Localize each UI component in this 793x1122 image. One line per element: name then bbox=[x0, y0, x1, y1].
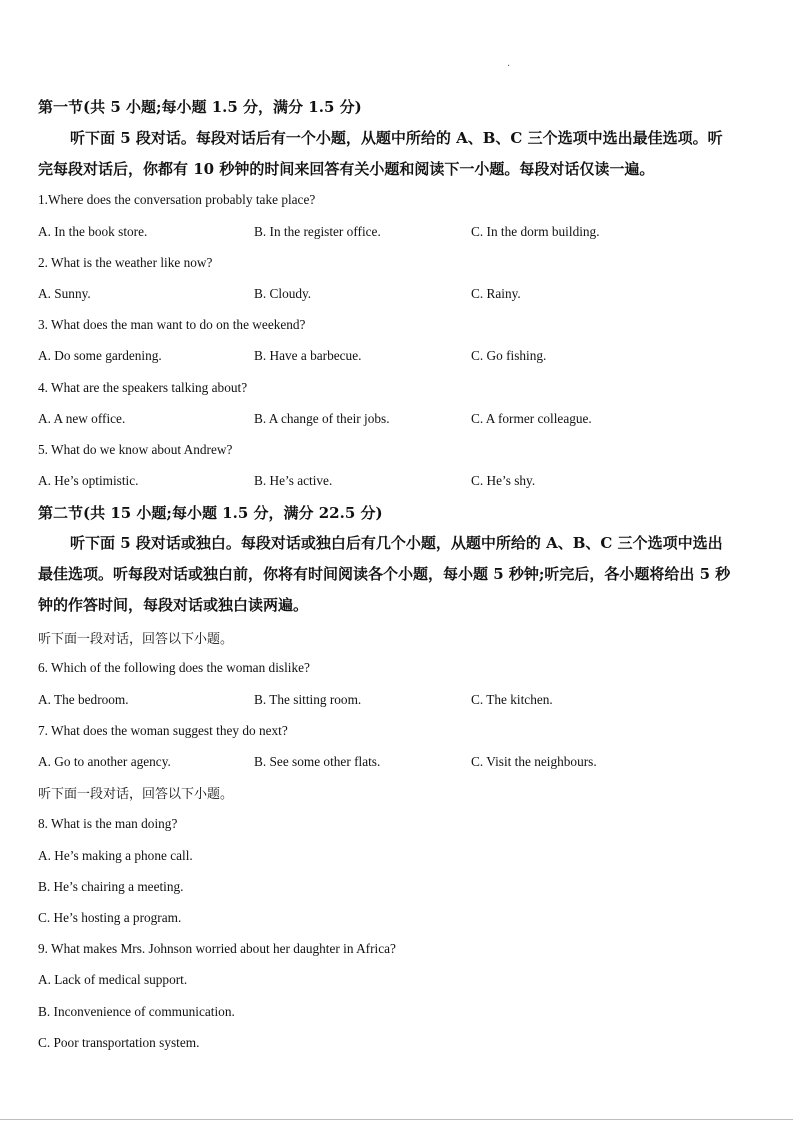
question-8-text: 8. What is the man doing? bbox=[38, 816, 178, 831]
question-3-option-b: B. Have a barbecue. bbox=[254, 348, 362, 363]
question-5-text: 5. What do we know about Andrew? bbox=[38, 442, 233, 457]
question-3-text: 3. What does the man want to do on the weekend? bbox=[38, 317, 306, 332]
question-4-option-b: B. A change of their jobs. bbox=[254, 411, 390, 426]
listening-note-2: 听下面一段对话，回答以下小题。 bbox=[38, 787, 234, 802]
question-4-option-a: A. A new office. bbox=[38, 411, 126, 426]
question-7-text: 7. What does the woman suggest they do next? bbox=[38, 723, 288, 738]
question-1-text: 1.Where does the conversation probably take place? bbox=[38, 192, 316, 207]
question-8-option-a: A. He’s making a phone call. bbox=[38, 848, 193, 863]
section2-instruction-line3: 钟的作答时间，每段对话或独白读两遍。 bbox=[38, 596, 309, 614]
question-7-option-c: C. Visit the neighbours. bbox=[471, 754, 597, 769]
question-9-text: 9. What makes Mrs. Johnson worried about her daughter in Africa? bbox=[38, 941, 396, 956]
question-4-text: 4. What are the speakers talking about? bbox=[38, 380, 248, 395]
question-7-option-a: A. Go to another agency. bbox=[38, 754, 171, 769]
question-1-option-b: B. In the register office. bbox=[254, 224, 381, 239]
page-mark: . bbox=[507, 58, 511, 69]
section1-heading: 第一节(共 5 小题;每小题 1.5 分，满分 1.5 分) bbox=[38, 98, 362, 116]
question-1-option-a: A. In the book store. bbox=[38, 224, 148, 239]
question-9-option-c: C. Poor transportation system. bbox=[38, 1035, 200, 1050]
question-6-option-c: C. The kitchen. bbox=[471, 692, 553, 707]
question-9-option-b: B. Inconvenience of communication. bbox=[38, 1004, 235, 1019]
question-6-option-b: B. The sitting room. bbox=[254, 692, 362, 707]
section2-heading: 第二节(共 15 小题;每小题 1.5 分，满分 22.5 分) bbox=[38, 504, 383, 522]
section1-instruction-line1: 听下面 5 段对话。每段对话后有一个小题，从题中所给的 A、B、C 三个选项中选出最佳选项。听 bbox=[70, 129, 723, 147]
question-1-option-c: C. In the dorm building. bbox=[471, 224, 600, 239]
question-3-option-a: A. Do some gardening. bbox=[38, 348, 162, 363]
question-5-option-c: C. He’s shy. bbox=[471, 473, 536, 488]
question-8-option-c: C. He’s hosting a program. bbox=[38, 910, 182, 925]
question-4-option-c: C. A former colleague. bbox=[471, 411, 592, 426]
section1-instruction-line2: 完每段对话后，你都有 10 秒钟的时间来回答有关小题和阅读下一小题。每段对话仅读一遍。 bbox=[38, 160, 655, 178]
question-5-option-b: B. He’s active. bbox=[254, 473, 333, 488]
question-6-text: 6. Which of the following does the woman dislike? bbox=[38, 660, 310, 675]
question-7-option-b: B. See some other flats. bbox=[254, 754, 381, 769]
question-2-option-c: C. Rainy. bbox=[471, 286, 521, 301]
question-2-option-b: B. Cloudy. bbox=[254, 286, 312, 301]
listening-note-1: 听下面一段对话，回答以下小题。 bbox=[38, 632, 234, 647]
page-bottom-divider bbox=[0, 1119, 793, 1120]
question-8-option-b: B. He’s chairing a meeting. bbox=[38, 879, 184, 894]
question-2-option-a: A. Sunny. bbox=[38, 286, 91, 301]
question-3-option-c: C. Go fishing. bbox=[471, 348, 547, 363]
section2-instruction-line1: 听下面 5 段对话或独白。每段对话或独白后有几个小题，从题中所给的 A、B、C 三个选项中选出 bbox=[70, 534, 723, 552]
section2-instruction-line2: 最佳选项。听每段对话或独白前，你将有时间阅读各个小题，每小题 5 秒钟;听完后，各小题将给出 5 秒 bbox=[38, 565, 731, 583]
question-9-option-a: A. Lack of medical support. bbox=[38, 972, 188, 987]
question-5-option-a: A. He’s optimistic. bbox=[38, 473, 139, 488]
question-6-option-a: A. The bedroom. bbox=[38, 692, 129, 707]
question-2-text: 2. What is the weather like now? bbox=[38, 255, 213, 270]
